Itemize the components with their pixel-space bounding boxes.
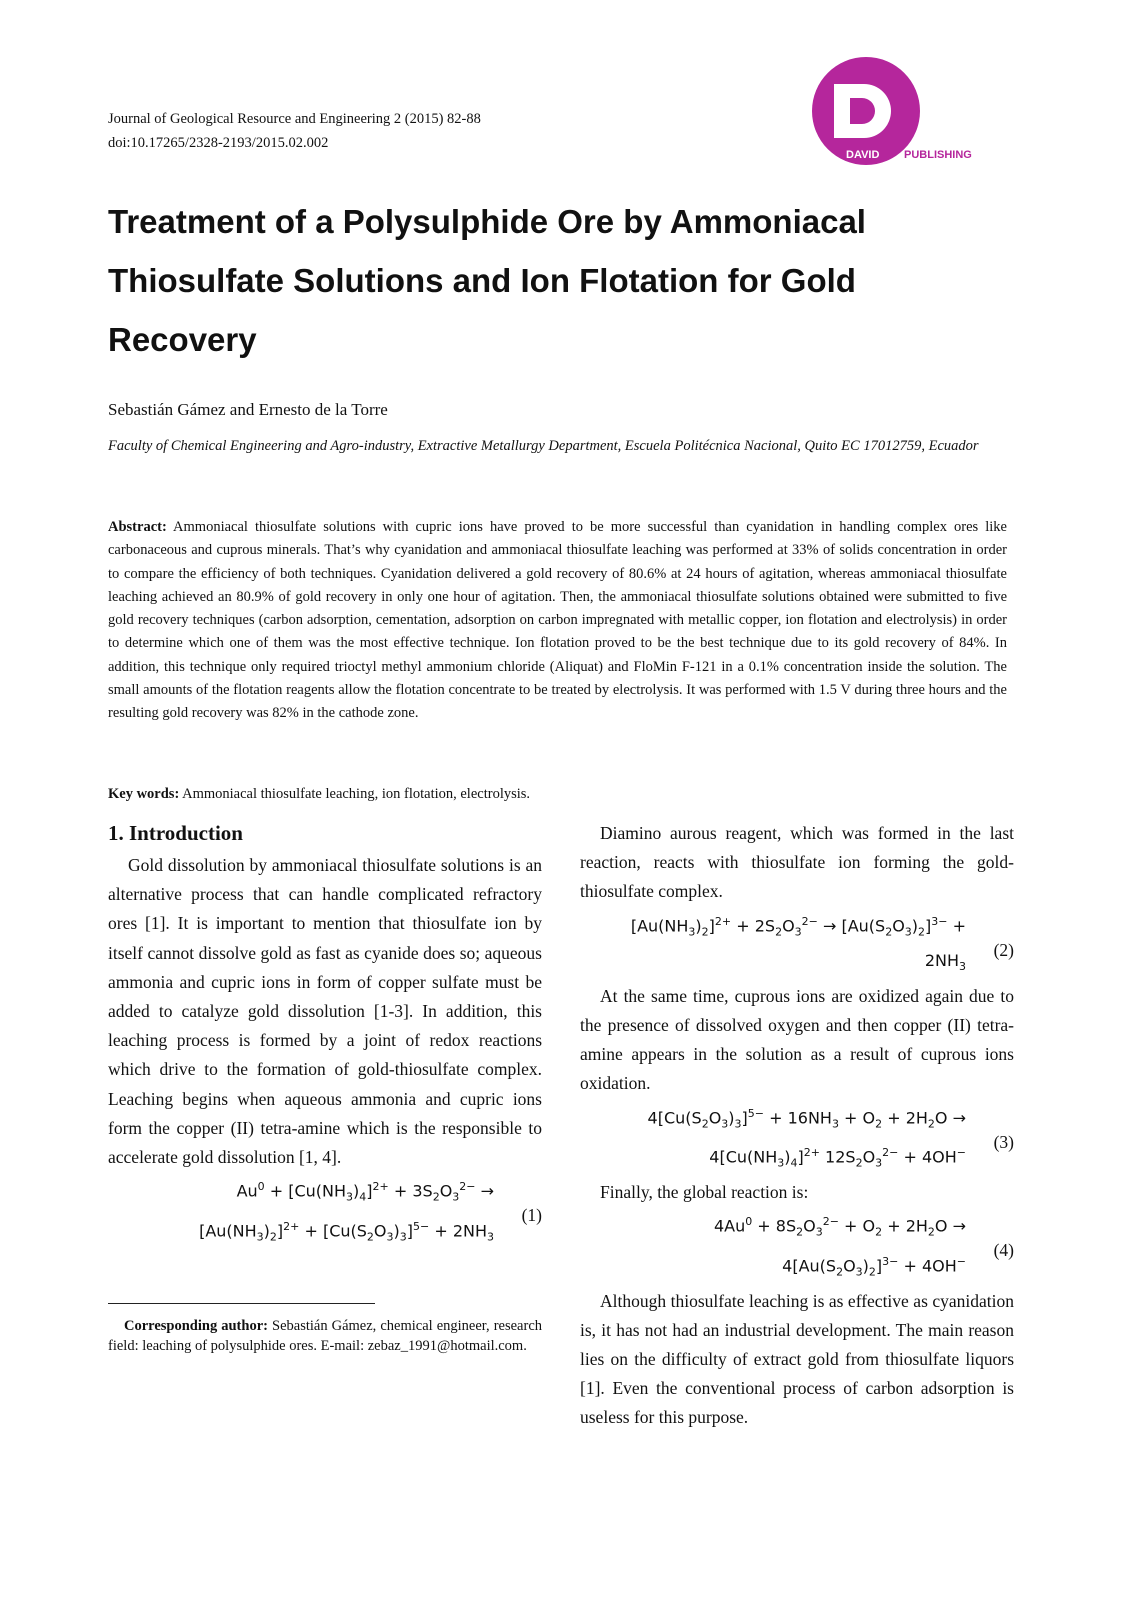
left-column	[108, 819, 542, 1252]
equation-number: (1)	[521, 1205, 542, 1226]
equation-number: (3)	[993, 1131, 1014, 1152]
keywords-text: Ammoniacal thiosulfate leaching, ion flotation, electrolysis.	[182, 786, 531, 802]
intro-paragraph-5: Although thiosulfate leaching is as effective as cyanidation is, it has not had an industrial development. The main reason lies on the difficulty of extract gold from thiosulfate liquors [1]. Even the conventional process of carbon adsorption is useless for this purpose.	[580, 1290, 1014, 1428]
keywords	[108, 783, 1007, 806]
footnote	[108, 1317, 542, 1356]
intro-paragraph-4: Finally, the global reaction is:	[600, 1181, 809, 1202]
intro-paragraph-2: Diamino aurous reagent, which was formed in the last reaction, reacts with thiosulfate ion forming the gold-thiosulfate complex.	[580, 823, 1014, 902]
authors: Sebastián Gámez and Ernesto de la Torre	[108, 400, 388, 419]
abstract	[108, 516, 1007, 726]
footnote-text: Sebastián Gámez, chemical engineer, research field: leaching of polysulphide ores. E-mail: zebaz_1991@hotmail.com.	[108, 1318, 543, 1354]
equation-number: (4)	[993, 1240, 1014, 1261]
section-heading: 1. Introduction	[108, 821, 243, 845]
publisher-logo	[812, 56, 1012, 172]
keywords-label: Key words:	[108, 786, 180, 802]
svg-text:PUBLISHING: PUBLISHING	[904, 149, 972, 161]
intro-paragraph-1: Gold dissolution by ammoniacal thiosulfate solutions is an alternative process that can handle complicated refractory ores [1]. It is important to mention that thiosulfate ion by itself cannot dissolve gold as fast as cyanide does so; aqueous ammonia and cupric ions in form of copper sulfate must be added to catalyze gold dissolution [1-3]. In addition, this leaching process is formed by a joint of redox reactions which drive to the formation of gold-thiosulfate complex. Leaching begins when aqueous ammonia and cupric ions form the copper (II) tetra-amine which is the responsible to accelerate gold dissolution [1, 4].	[108, 855, 542, 1168]
journal-header	[108, 107, 481, 155]
equation-3: $4[Cu(S_2O_3)_3]^{5-} + 16NH_3 + O_2 + 2H_2O$ → $4[Cu(NH_3)_4]^{2+}$ $12S_2O_3^{2-} + 4OH^-$ (3)	[647, 1106, 1014, 1170]
paper-title: Treatment of a Polysulphide Ore by Ammoniacal Thiosulfate Solutions and Ion Flotation for Gold Recovery	[108, 203, 866, 358]
abstract-text: Ammoniacal thiosulfate solutions with cupric ions have proved to be more successful than cyanidation in handling complex ores like carbonaceous and cuprous minerals. That’s why cyanidation and ammoniacal thiosulfate leaching was performed at 33% of solids concentration in order to compare the efficiency of both techniques. Cyanidation delivered a gold recovery of 80.6% at 24 hours of agitation, whereas ammoniacal thiosulfate leaching achieved an 80.9% of gold recovery in only one hour of agitation. Then, the ammoniacal thiosulfate solutions obtained were submitted to five gold recovery techniques (carbon adsorption, cementation, adsorption on carbon impregnated with metallic copper, ion flotation and electrolysis) in order to determine which one of them was the most effective technique. Ion flotation proved to be the best technique due to its gold recovery of 84%. In addition, this technique only required trioctyl methyl ammonium chloride (Aliquat) and FloMin F-121 in a 0.1% concentration inside the solution. The small amounts of the flotation reagents allow the flotation concentrate to be treated by electrolysis. It was performed with 1.5 V during three hours and the resulting gold recovery was 82% in the cathode zone.	[108, 519, 1007, 722]
abstract-label: Abstract:	[108, 519, 167, 535]
footnote-label: Corresponding author:	[124, 1318, 268, 1334]
equation-4: $4Au^0 + 8S_2O_3^{2-} + O_2 + 2H_2O$ → $4[Au(S_2O_3)_2]^{3-} + 4OH^-$ (4)	[713, 1215, 1014, 1279]
doi: doi:10.17265/2328-2193/2015.02.002	[108, 135, 329, 151]
equation-1: $Au^0 + [Cu(NH_3)_4]^{2+} + 3S_2O_3^{2-}$ → $[Au(NH_3)_2]^{2+} + [Cu(S_2O_3)_3]^{5-} + 2NH_3$ (1)	[199, 1180, 542, 1244]
svg-text:DAVID: DAVID	[846, 149, 880, 161]
right-column	[580, 819, 1014, 1433]
affiliation: Faculty of Chemical Engineering and Agro-industry, Extractive Metallurgy Department, Escuela Politécnica Nacional, Quito EC 17012759, Ecuador	[108, 438, 979, 454]
journal-citation: Journal of Geological Resource and Engineering 2 (2015) 82-88	[108, 111, 481, 127]
equation-2: $[Au(NH_3)_2]^{2+} + 2S_2O_3^{2-} \to [Au(S_2O_3)_2]^{3-}$ + $2NH_3$ (2)	[630, 914, 1014, 974]
intro-paragraph-3: At the same time, cuprous ions are oxidized again due to the presence of dissolved oxygen and then copper (II) tetra-amine appears in the solution as a result of cuprous ions oxidation.	[580, 985, 1014, 1094]
footnote-divider	[108, 1303, 375, 1304]
equation-number: (2)	[993, 939, 1014, 960]
